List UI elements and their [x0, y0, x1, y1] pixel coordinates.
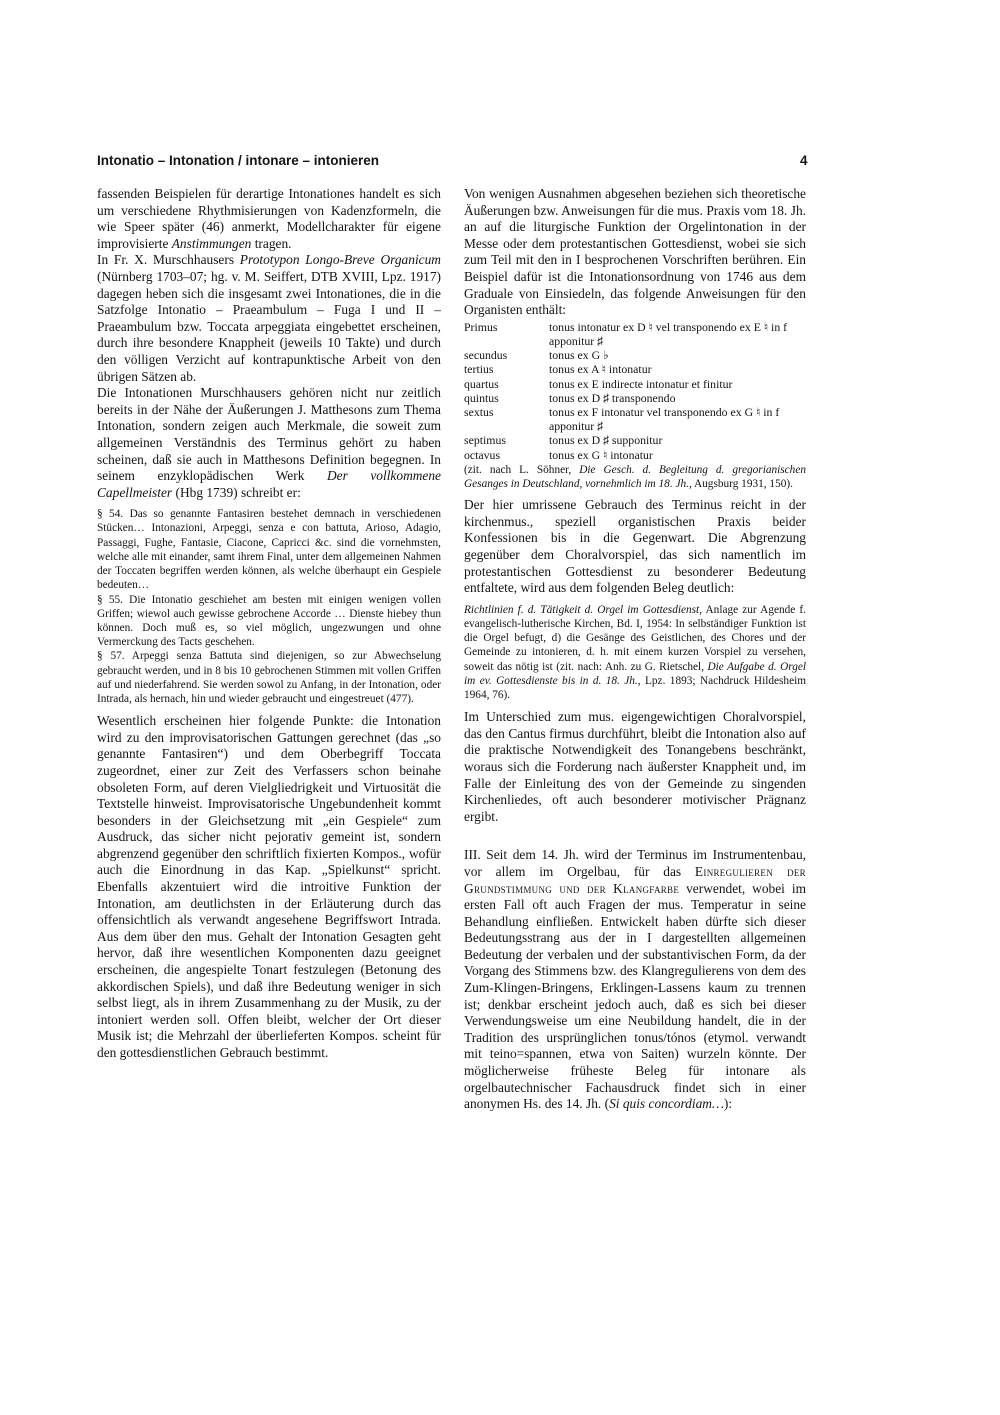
- citation: (zit. nach L. Söhner, Die Gesch. d. Begleitung d. gregorianischen Gesanges in Deutschland, vornehmlich im 18. Jh., Augsburg 1931, 150).: [464, 463, 806, 490]
- tone-text: tonus ex D ♯ supponitur: [549, 433, 663, 448]
- tone-row: [464, 377, 806, 391]
- tone-row: [464, 320, 806, 348]
- paragraph: In Fr. X. Murschhausers Prototypon Longo-Breve Organicum (Nürnberg 1703–07; hg. v. M. Seiffert, DTB XVIII, Lpz. 1917) dagegen heben sich die insgesamt zwei Intonationes, die in die Satzfolge Intonatio – Praeambulum – Fuga I und II – Praeambulum bzw. Toccata arpeggiata eingebettet erscheinen, durch ihre besondere Knappheit (jeweils 10 Takte) und durch den völligen Verzicht auf kontrapunktische Arbeit von den übrigen Sätzen ab.: [97, 252, 441, 384]
- tone-text: tonus ex D ♯ transponendo: [549, 390, 676, 405]
- tone-label: quartus: [464, 376, 499, 391]
- tone-label: tertius: [464, 362, 494, 377]
- right-column: [464, 186, 806, 1113]
- paragraph: Wesentlich erscheinen hier folgende Punkte: die Intonation wird zu den improvisatorischen Gattungen gerechnet (das „so genannte Fantasiren“) und dem Oberbegriff Toccata zugeordnet, einer zur Zeit des Verfassers schon beinahe obsoleten Form, auf deren Vielgliedrigkeit und Virtuosität die Textstelle hinweist. Improvisatorische Ungebundenheit kommt besonders in der Gleichsetzung mit „ein Gespiele“ zum Ausdruck, das sicher nicht pejorativ gemeint ist, sondern abgrenzend gegenüber den schriftlich fixierten Kompos., wofür auch die Einordnung in das Kap. „Spielkunst“ spricht. Ebenfalls akzentuiert wird die introitive Funktion der Intonation, am deutlichsten in der Erläuterung durch das offensichtlich als verwandt angesehene Begriffswort Intrada. Aus dem über den mus. Gehalt der Intonation Gesagten geht hervor, daß ihre wesentlichen Komponenten dazu geeignet erscheinen, die angespielte Tonart festzulegen (Betonung des akkordischen Spiels), und daß ihre Bedeutung weniger in sich selbst liegt, als in ihrem Zusammenhang zu der Musik, zu der intoniert werden soll. Offen bleibt, welcher der Ort dieser Musik ist; die Mehrzahl der überlieferten Kompos. scheint für den gottesdienstlichen Gebrauch bestimmt.: [97, 713, 441, 1060]
- intonation-table: [464, 320, 806, 462]
- mattheson-quote: [97, 507, 441, 706]
- tone-row: [464, 448, 806, 462]
- page-header-title: Intonatio – Intonation / intonare – intonieren: [97, 153, 379, 168]
- tone-row: [464, 405, 806, 433]
- paragraph: fassenden Beispielen für derartige Intonationes handelt es sich um verschiedene Rhythmisierungen von Kadenzformeln, die wie Speer später (46) anmerkt, Modellcharakter für eigene improvisierte Anstimmungen tragen.: [97, 186, 441, 251]
- quote-paragraph: § 55. Die Intonatio geschiehet am besten mit einigen wenigen vollen Griffen; wiewol auch gewisse gebrochene Accorde … Dienste hiebey thun können. Doch muß es, so viel möglich, ungezwungen und ohne Vermerckung des Tacts geschehen.: [97, 593, 441, 649]
- tone-label: secundus: [464, 348, 508, 363]
- section-three-paragraph: III. Seit dem 14. Jh. wird der Terminus im Instrumentenbau, vor allem im Orgelbau, für das Einregulieren der Grundstimmung und der Klangfarbe verwendet, wobei im ersten Fall oft auch Fragen der mus. Temperatur in seine Behandlung einfließen. Entwickelt haben dürfte sich dieser Bedeutungsstrang aus der in I dargestellten allgemeinen Bedeutung der verbalen und der substantivischen Form, da der Vorgang des Stimmens bzw. des Klangregulierens von dem des Zum-Klingen-Bringens, Erklingen-Lassens kaum zu trennen ist; denkbar erscheint jedoch auch, daß es sich bei dieser Verwendungsweise um eine Neubildung handelt, die in der Tradition des ursprünglichen tonus/tónos (etymol. verwandt mit teino=spannen, etwa von Saiten) wurzeln könnte. Der möglicherweise früheste Beleg für intonare als orgelbautechnischer Fachausdruck findet sich in einer anonymen Hs. des 14. Jh. (Si quis concordiam…):: [464, 847, 806, 1112]
- paragraph: Im Unterschied zum mus. eigengewichtigen Choralvorspiel, das den Cantus firmus durchführt, bleibt die Intonation also auf die praktische Notwendigkeit des Tonangebens beschränkt, woraus sich die Forderung nach äußerster Knappheit und, im Falle der Einleitung des von der Gemeinde zu singenden Kirchenliedes, oft auch besonderer motivischer Prägnanz ergibt.: [464, 709, 806, 824]
- page-number: 4: [800, 153, 808, 168]
- richtlinien-quote: Richtlinien f. d. Tätigkeit d. Orgel im Gottesdienst, Anlage zur Agende f. evangelisch-lutherische Kirchen, Bd. I, 1954: In selbständiger Funktion ist die Orgel befugt, d) die Gesänge des Geistlichen, des Chores und der Gemeinde zu intonieren, d. h. mit einem kurzen Vorspiel zu versehen, soweit das nötig ist (zit. nach: Anh. zu G. Rietschel, Die Aufgabe d. Orgel im ev. Gottesdienste bis in d. 18. Jh., Lpz. 1893; Nachdruck Hildesheim 1964, 76).: [464, 603, 807, 701]
- tone-row: [464, 433, 806, 447]
- left-column: [97, 186, 441, 1062]
- tone-row: [464, 348, 806, 362]
- tone-text: tonus ex G ♮ intonatur: [549, 447, 653, 462]
- tone-row: [464, 362, 806, 376]
- paragraph: Die Intonationen Murschhausers gehören nicht nur zeitlich bereits in der Nähe der Äußerungen J. Matthesons zum Thema Intonation, sondern zeigen auch Merkmale, die soweit zum allgemeinen Verständnis des Terminus gehört zu haben scheinen, daß sie auch in Matthesons Definition begegnen. In seinem enzyklopädischen Werk Der vollkommene Capellmeister (Hbg 1739) schreibt er:: [97, 385, 441, 500]
- tone-text: tonus ex F intonatur vel transponendo ex G ♮ in f apponitur ♯: [549, 404, 780, 434]
- quote-paragraph: § 57. Arpeggi senza Battuta sind diejenigen, so zur Abwechselung gebraucht werden, und in 8 bis 10 gebrochenen Stimmen mit vollen Griffen auf und niederfahrend. Sie werden sowol zu Anfang, in der Intonation, oder Intrada, als hernach, hin und wieder gebraucht und eingestreuet (477).: [97, 650, 441, 705]
- tone-row: [464, 391, 806, 405]
- tone-label: sextus: [464, 404, 494, 419]
- tone-label: quintus: [464, 390, 499, 405]
- quote-paragraph: § 54. Das so genannte Fantasiren bestehet demnach in verschiedenen Stücken… Intonazioni, Arpeggi, senza e con battuta, Arioso, Adagio, Passaggi, Fughe, Fantasie, Ciacone, Capricci &c. sind die vornehmsten, welche alle mit einander, samt ihrem Final, unter dem allgemeinen Nahmen der Toccaten begriffen werden können, als welche überhaupt ein Gespiele bedeuten…: [97, 508, 441, 592]
- tone-text: tonus intonatur ex D ♮ vel transponendo ex E ♮ in f apponitur ♯: [549, 319, 788, 348]
- tone-text: tonus ex E indirecte intonatur et finitur: [549, 376, 733, 391]
- tone-text: tonus ex G ♭: [549, 348, 609, 363]
- tone-label: octavus: [464, 447, 501, 462]
- paragraph: Von wenigen Ausnahmen abgesehen beziehen sich theoretische Äußerungen bzw. Anweisungen für die mus. Praxis vom 18. Jh. an auf die liturgische Funktion der Orgelintonation in der Messe oder dem protestantischen Gottesdienst, wobei sie sich zum Teil mit den in I besprochenen Vorschriften berühren. Ein Beispiel dafür ist die Intonationsordnung von 1746 aus dem Graduale von Einsiedeln, das folgende Anweisungen für den Organisten enthält:: [464, 186, 806, 318]
- tone-text: tonus ex A ♮ intonatur: [549, 362, 652, 377]
- paragraph: Der hier umrissene Gebrauch des Terminus reicht in der kirchenmus., speziell organistischen Praxis beider Konfessionen bis in die Gegenwart. Die Abgrenzung gegenüber dem Choralvorspiel, das sich namentlich im protestantischen Gottesdienst zu besonderer Bedeutung entfaltete, wird aus dem folgenden Beleg deutlich:: [464, 497, 806, 596]
- tone-label: Primus: [464, 319, 498, 334]
- tone-label: septimus: [464, 433, 506, 448]
